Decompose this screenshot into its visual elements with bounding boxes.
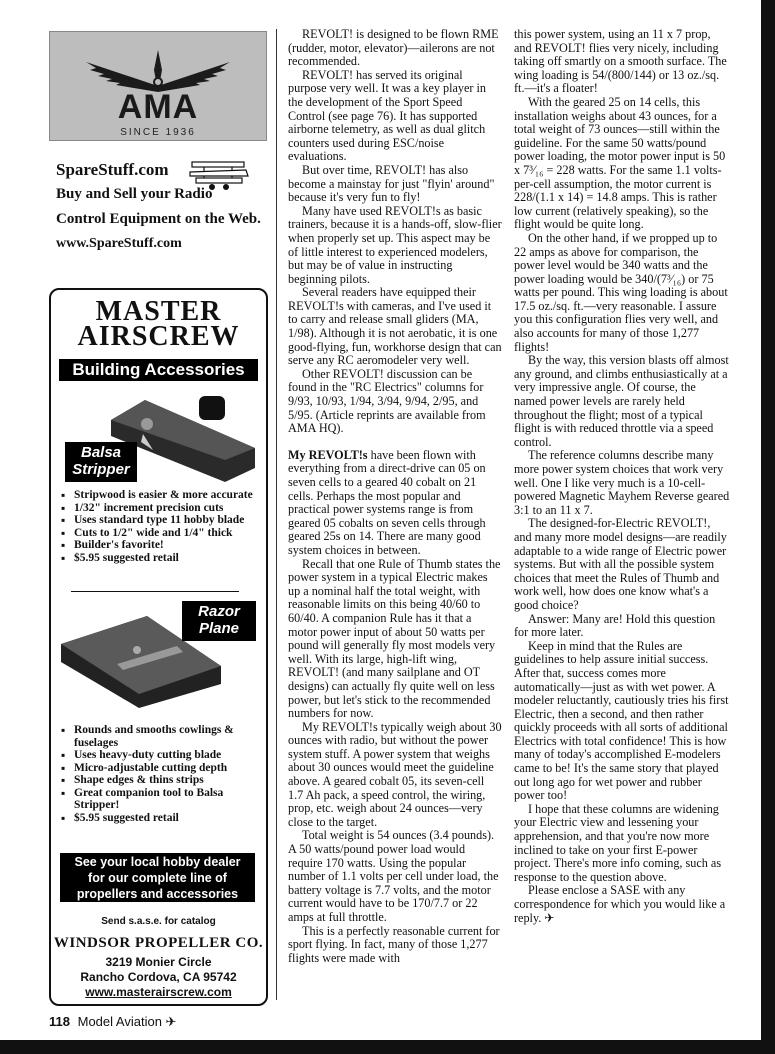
feature-item: ▪ Stripwood is easier & more accurate [61,489,261,502]
page-footer [49,1014,176,1030]
catalog-note: Send s.a.s.e. for catalog [101,916,216,927]
feature-item: ▪ Uses standard type 11 hobby blade [61,514,261,527]
ama-ad[interactable] [49,31,267,141]
paragraph: Answer: Many are! Hold this question for more later. [514,611,716,640]
feature-item: ▪ $5.95 suggested retail [61,552,261,565]
balsa-tag-line-1: Balsa [80,444,122,461]
razor-tag-line-2: Plane [198,620,240,637]
feature-item: ▪ Shape edges & thins strips [61,774,261,787]
paragraph: Other REVOLT! discussion can be found in the "RC Electrics" columns for 9/93, 10/93, 1/94, 3/94, 9/94, 2/95, and 5/95. (Article reprints are available from AMA HQ). [288,366,486,436]
paragraph: Please enclose a SASE with any correspondence for which you would like a reply. ✈ [514,883,726,925]
sparestuff-url[interactable]: www.SpareStuff.com [56,236,182,251]
scan-border-bottom [0,1040,775,1054]
dealer-banner [60,853,255,902]
address-line-1: 3219 Monier Circle [105,955,212,969]
feature-item: ▪ Rounds and smooths cowlings & fuselages [61,724,261,749]
razor-tag-line-1: Razor [198,603,240,620]
paragraph: The reference columns describe many more power system choices that work very well. One I like very much is a 10-cell-powered Magnetic Mayhem Reverse geared 3:1 to an 11 x 7. [514,448,730,517]
feature-item: ▪ Builder's favorite! [61,539,261,552]
scan-border-right [761,0,775,1054]
feature-item: ▪ 1/32" increment precision cuts [61,502,261,515]
article-column-1 [288,28,502,965]
paragraph: By the way, this version blasts off almost any ground, and climbs enthusiastically at a very impressive angle. Of course, the named power levels are rarely held throughout the flight; most of a typical flight is with reduced throttle via a speed control. [514,353,729,449]
feature-item: ▪ $5.95 suggested retail [61,812,261,825]
paragraph: This is a perfectly reasonable current for sport flying. In fact, many of those 1,277 flights were made with [288,923,500,965]
article-column-2 [514,28,730,925]
company-name: WINDSOR PROPELLER CO. [53,935,264,951]
paragraph: REVOLT! has served its original purpose very well. It was a key player in the development of the Sport Speed Control (see page 76). It has supported airborne telemetry, as well as dual glitch counters used during ESC/noise evaluations. [288,67,486,164]
paragraph: My REVOLT!s typically weigh about 30 ounces with radio, but without the power system stuff. A power system that weighs about 30 ounces would meet the guideline above. A geared cobalt 05, its seven-cell 1.7 Ah pack, a speed control, the wiring, prop, etc. weigh about 24 ounces—very close to the target. [288,719,502,829]
company-website-link[interactable]: www.masterairscrew.com [85,985,232,999]
balsa-tag-line-2: Stripper [72,461,130,478]
paragraph: The designed-for-Electric REVOLT!, and many more model designs—are readily adaptable to a wide range of Electric power systems. But with all the possible system choices that meet the Rules of Thumb and work well, how does one know what's a good choice? [514,516,727,612]
paragraph: Total weight is 54 ounces (3.4 pounds). A 50 watts/pound power load would require 170 watts. Using the popular number of 1.1 volts per cell under load, the battery voltage is 7.7 volts, and the motor current would have to be 170/7.7 or 22 amps at full throttle. [288,828,499,924]
paragraph: this power system, using an 11 x 7 prop, and REVOLT! flies very nicely, including taking off smartly on a smooth surface. The wing loading is 54/(800/144) or 13 oz./sq. ft.—it's a floater! [514,27,727,96]
feature-item: ▪ Micro-adjustable cutting depth [61,762,261,775]
paragraph: With the geared 25 on 14 cells, this installation weighs about 43 ounces, for a total weight of 73 ounces—still within the guideline. For the same 50 watts/pound power loading, the motor power input is 50 x 7³⁄₁₆ = 228 watts. For the same 1.1 volts-per-cell assumption, the motor current is 228/(1.1 x 14) = 14.8 amps. This is rather low current (relatively speaking), so the flight would be quite long. [514,94,726,232]
razor-plane-features [61,724,261,824]
ama-logo-text: AMA [117,88,199,126]
dealer-line-2: for our complete line of [88,871,227,885]
balsa-stripper-tag [65,442,137,482]
paragraph: REVOLT! is designed to be flown RME (rudder, motor, elevator)—ailerons are not recommended. [288,27,499,69]
product-divider [71,591,239,592]
lead-in: My REVOLT!s [288,447,368,462]
paragraph: Many have used REVOLT!s as basic trainers, because it is a hands-off, slow-flier when properly set up. This aspect may be of little interest to experienced modelers, but may be of value in instructing beginning pilots. [288,203,502,286]
sparestuff-line-1: Buy and Sell your Radio [56,186,213,202]
building-accessories-banner: Building Accessories [59,359,258,381]
magazine-name: Model Aviation ✈ [77,1014,177,1029]
address-line-2: Rancho Cordova, CA 95742 [80,970,237,984]
column-rule [276,29,277,1000]
feature-item: ▪ Cuts to 1/2" wide and 1/4" thick [61,527,261,540]
razor-plane-tag [182,601,256,641]
paragraph-text: have been flown with everything from a direct-drive can 05 on seven cells to a geared 40 cobalt on 21 cells. Perhaps the most popular and practical power systems range is from geared 05 cobalts on seven cells through geared 25s on 14. There are many good system choices in between. [288,447,486,557]
brand-line-1: MASTER [95,296,222,327]
paragraph: I hope that these columns are widening your Electric view and lessening your apprehension, and that you're now more inclined to take on your first E-power project. There's more info coming, such as response to the question above. [514,801,722,884]
balsa-stripper-features [61,489,261,564]
ama-since-text: SINCE 1936 [120,127,196,138]
paragraph: On the other hand, if we propped up to 22 amps as above for comparison, the power level would be 340 watts and the power loading would be 340/(7³⁄₁₆) or 75 watts per pound. This wing loading is about 17.5 oz./sq. ft.—very reasonable. I assure you this configuration flies very well, and also accounts for many of those 1,277 flights! [514,230,728,354]
dealer-line-3: propellers and accessories [76,887,239,901]
feature-item: ▪ Great companion tool to Balsa Stripper! [61,787,261,812]
paragraph: Keep in mind that the Rules are guidelines to help assure initial success. After that, success comes more automatically—just as with wet power. A modeler reluctantly, cautiously tries his first Electric, then a second, and then rather quickly proceeds with all sorts of additional Electrics with total confidence! This is how many of today's accomplished E-modelers came to be! It's the same story that played out long ago for wet power and rubber power too! [514,638,729,803]
sparestuff-line-2: Control Equipment on the Web. [56,211,261,227]
sparestuff-ad[interactable] [56,158,276,256]
page-number: 118 [49,1014,70,1029]
dealer-line-1: See your local hobby dealer [74,855,241,869]
feature-item: ▪ Uses heavy-duty cutting blade [61,749,261,762]
master-airscrew-ad [49,288,268,1006]
sparestuff-title: SpareStuff.com [56,160,169,179]
paragraph: Several readers have equipped their REVOLT!s with cameras, and I've used it to carry and release small gliders (MA, 1/98). Although it is not aerobatic, it is one good-flying, fun, workhorse design that can serve any RC aeromodeler very well. [288,285,502,368]
paragraph: Recall that one Rule of Thumb states the power system in a typical Electric makes up a nominal half the total weight, with reasonable limits on this being 40/60 to 60/40. A companion Rule has it that a motor power input of about 50 watts per pound will generally fly most models very well. With its large, high-lift wing, REVOLT! (and many sailplane and OT designs) can actually fly quite well on less power, but let's stick to the recommended numbers for now. [288,556,501,721]
brand-line-2: AIRSCREW [77,321,240,352]
paragraph: But over time, REVOLT! has also become a mainstay for just "flyin' around" because it's very fun to fly! [288,162,495,205]
paragraph-lead [288,449,502,558]
